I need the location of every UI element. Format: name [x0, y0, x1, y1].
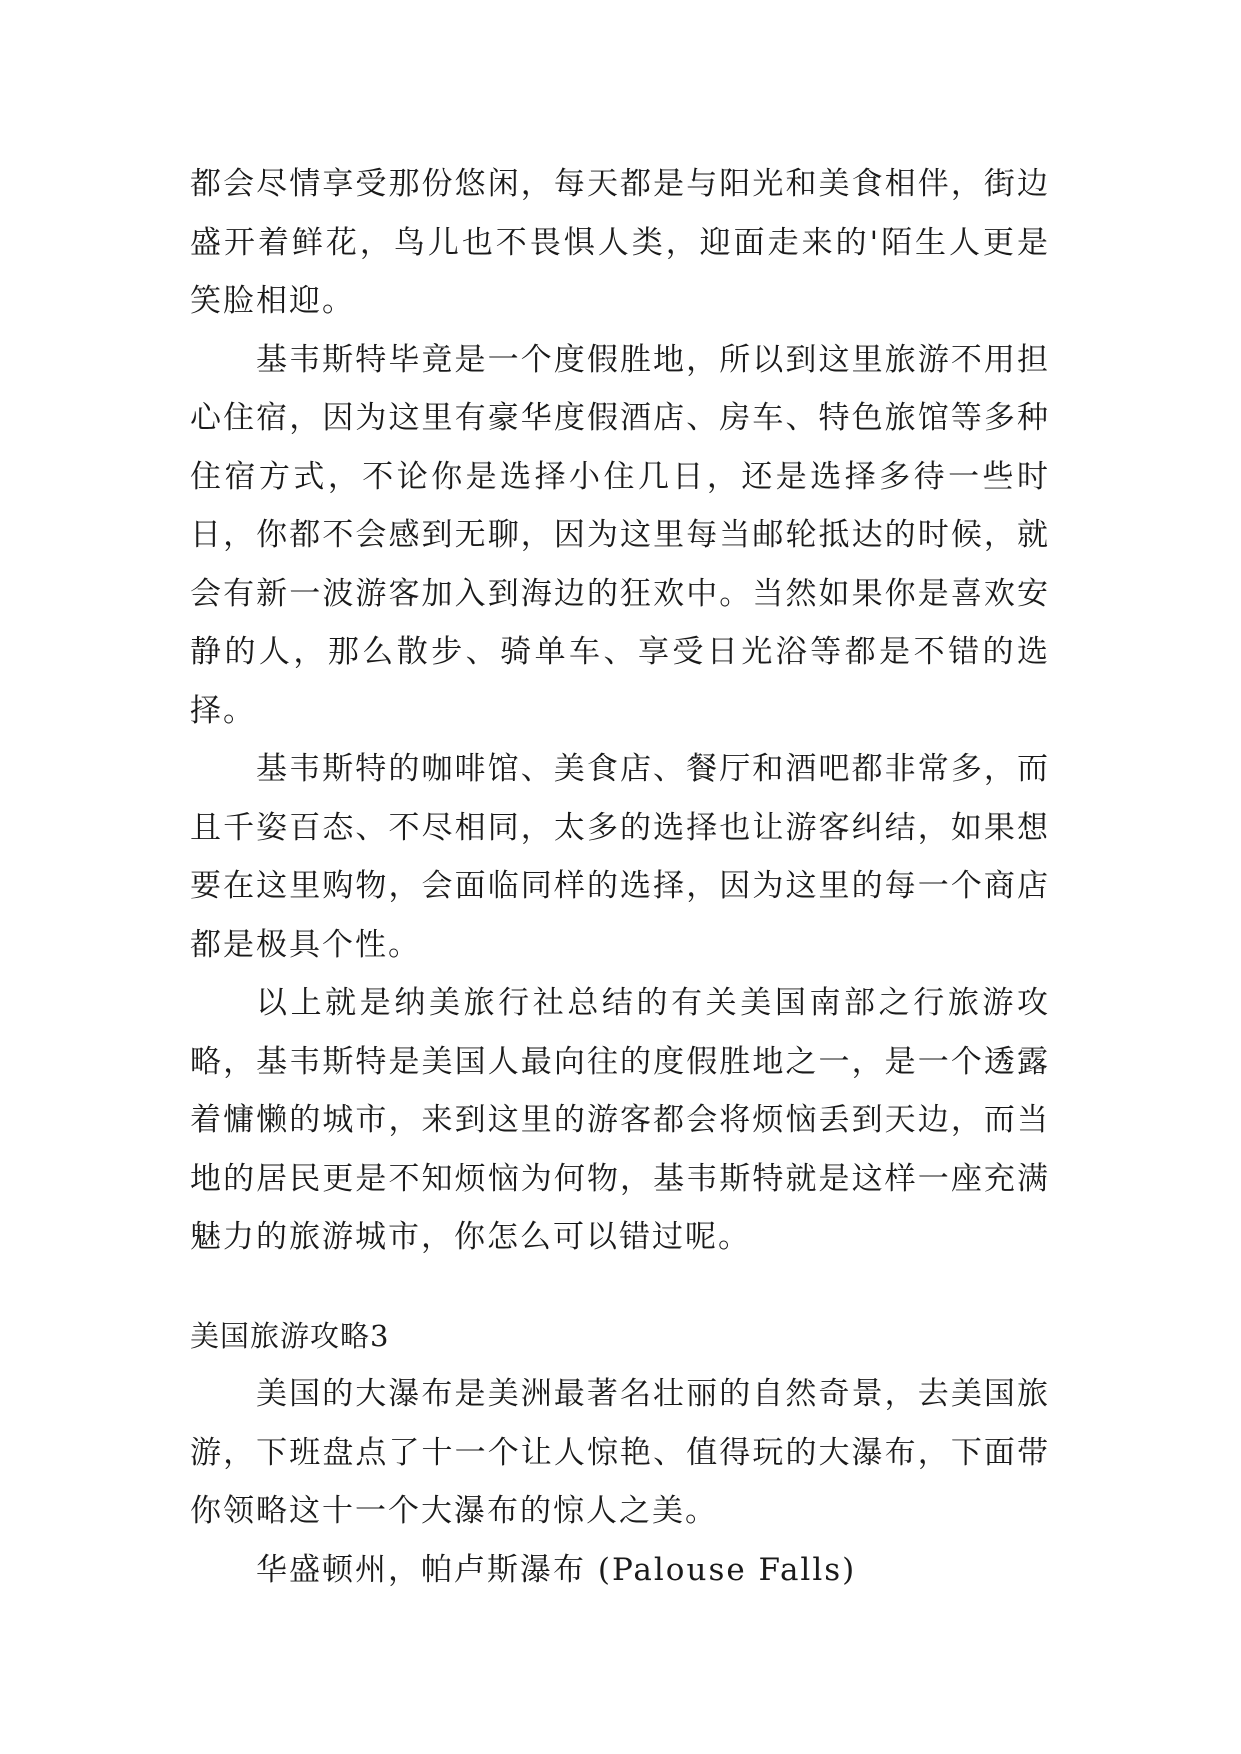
paragraph-lodging: 基韦斯特毕竟是一个度假胜地，所以到这里旅游不用担心住宿，因为这里有豪华度假酒店、房车、特色旅馆等多种住宿方式，不论你是选择小住几日，还是选择多待一些时日，你都不会感到无聊，因为这里每当邮轮抵达的时候，就会有新一波游客加入到海边的狂欢中。当然如果你是喜欢安静的人，那么散步、骑单车、享受日光浴等都是不错的选择。	[190, 341, 1050, 729]
paragraph-waterfalls-intro: 美国的大瀑布是美洲最著名壮丽的自然奇景，去美国旅游，下班盘点了十一个让人惊艳、值得玩的大瀑布，下面带你领略这十一个大瀑布的惊人之美。	[190, 1376, 1050, 1529]
paragraph-continuation: 都会尽情享受那份悠闲，每天都是与阳光和美食相伴，街边盛开着鲜花，鸟儿也不畏惧人类，迎面走来的'陌生人更是笑脸相迎。	[190, 166, 1050, 319]
paragraph-summary: 以上就是纳美旅行社总结的有关美国南部之行旅游攻略，基韦斯特是美国人最向往的度假胜地之一，是一个透露着慵懒的城市，来到这里的游客都会将烦恼丢到天边，而当地的居民更是不知烦恼为何物，基韦斯特就是这样一座充满魅力的旅游城市，你怎么可以错过呢。	[190, 985, 1050, 1255]
paragraph-dining-shopping: 基韦斯特的咖啡馆、美食店、餐厅和酒吧都非常多，而且千姿百态、不尽相同，太多的选择也让游客纠结，如果想要在这里购物，会面临同样的选择，因为这里的每一个商店都是极具个性。	[190, 751, 1050, 963]
section-heading: 美国旅游攻略3	[190, 1318, 390, 1353]
document-page	[190, 155, 1050, 1599]
paragraph-palouse-falls: 华盛顿州，帕卢斯瀑布 (Palouse Falls)	[256, 1551, 857, 1588]
